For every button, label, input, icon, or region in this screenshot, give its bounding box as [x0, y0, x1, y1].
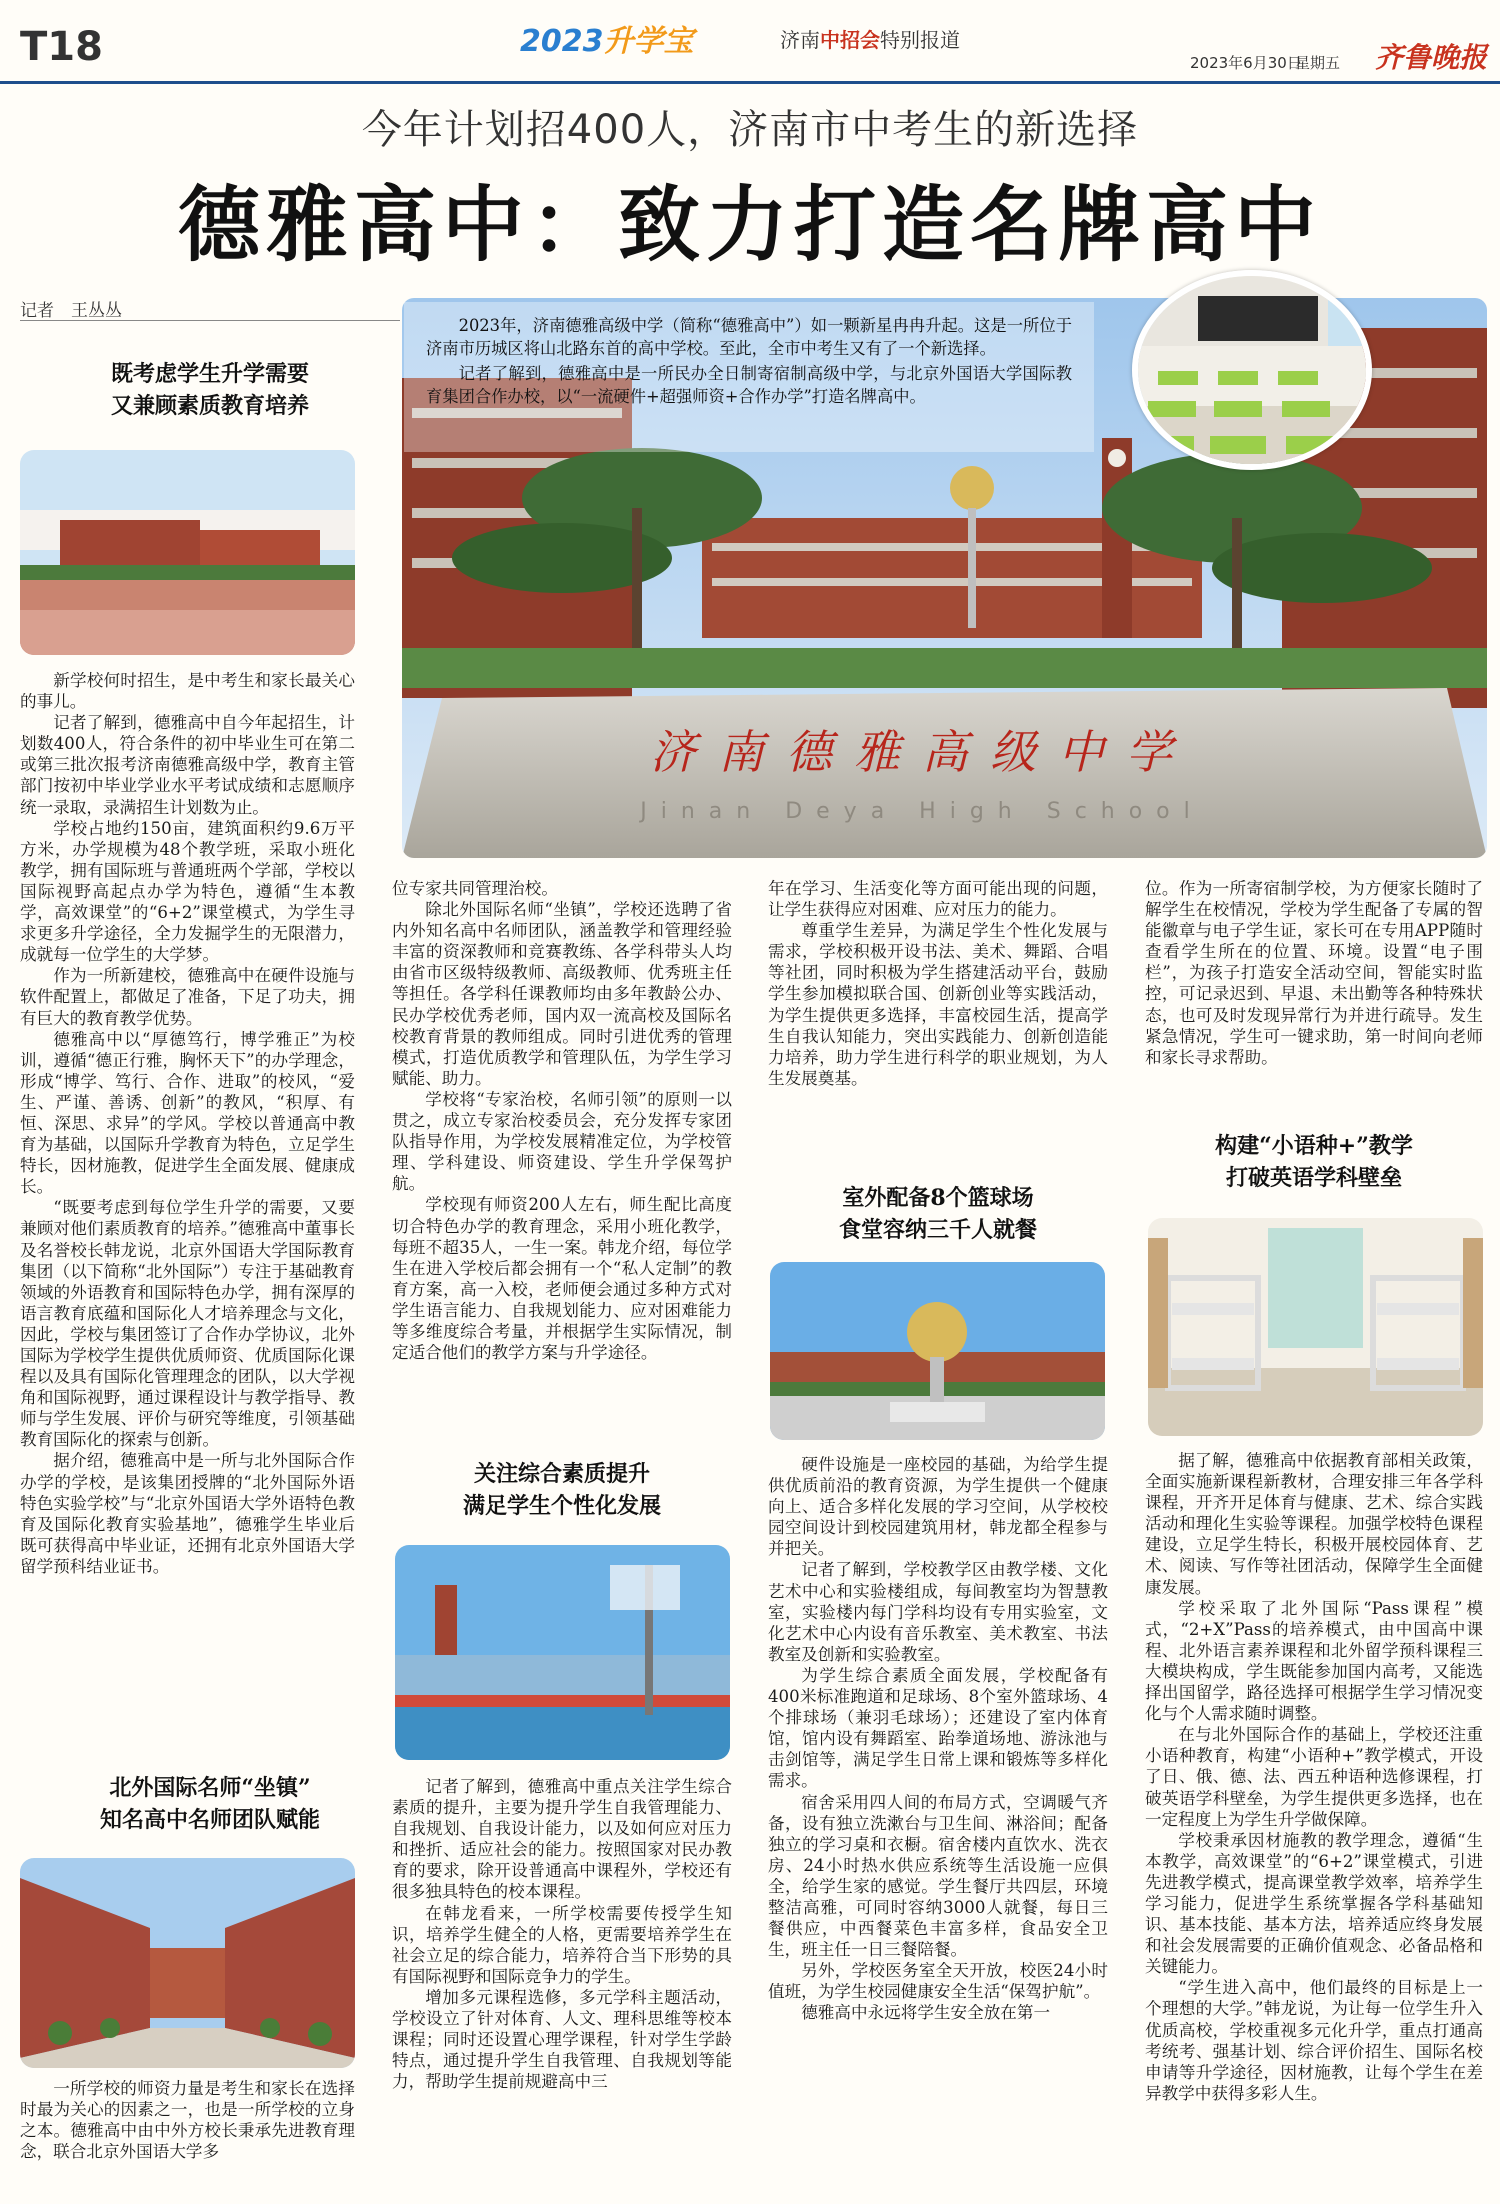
- issue-weekday: 星期五: [1295, 54, 1341, 72]
- subhead-4: [768, 1182, 1108, 1246]
- column-2-bottom: [392, 1776, 732, 2092]
- col4-paragraph: 据了解，德雅高中依据教育部相关政策，全面实施新课程新教材，合理安排三年各学科课程，开齐开足体育与健康、艺术、综合实践活动和理化生实验等课程。加强学校特色课程建设，立足学生特长，积极开展校园体育、艺术、阅读、写作等社团活动，保障学生全面健康发展。: [1145, 1451, 1483, 1597]
- column-brand: [520, 16, 694, 60]
- page-number: T18: [20, 24, 103, 70]
- col1-paragraph: “既要考虑到每位学生升学的需要，又要兼顾对他们素质教育的培养。”德雅高中董事长及名誉校长韩龙说，北京外国语大学国际教育集团（以下简称“北外国际”）专注于基础教育领域的外语教育和国际特色办学，拥有深厚的语言教育底蕴和国际化人才培养理念与文化，因此，学校与集团签订了合作办学协议，北外国际为学校学生提供优质师资、优质国际化课程以及具有国际化管理理念的团队，以大学视角和国际视野，通过课程设计与教学指导、教师与学生发展、评价与研究等维度，引领基础教育国际化的探索与创新。: [20, 1198, 355, 1450]
- column-sub-em: 中招会: [820, 28, 880, 52]
- col2-paragraph: 除北外国际名师“坐镇”，学校还选聘了省内外知名高中名师团队，涵盖教学和管理经验丰富的资深教师和竞赛教练、各学科带头人均由省市区级特级教师、高级教师、优秀班主任等担任。各学科任课教师均由多年教龄公办、民办学校优秀老师，国内双一流高校及国际名校教育背景的教师组成。同时引进优秀的管理模式，打造优质教学和管理队伍，为学生学习赋能、助力。: [392, 900, 732, 1088]
- col2-paragraph: 增加多元课程选修，多元学科主题活动，学校设立了针对体育、人文、理科思维等校本课程；同时还设置心理学课程，针对学生学龄特点，通过提升学生自我管理、自我规划等能力，帮助学生提前规避高中三: [392, 1987, 732, 2092]
- dormitory-photo: [1148, 1218, 1483, 1436]
- hero-sign-en: Jinan Deya High School: [640, 799, 1204, 824]
- subhead-5-line-1: 构建“小语种+”教学: [1215, 1133, 1413, 1159]
- subhead-1-line-1: 既考虑学生升学需要: [110, 361, 309, 387]
- column-brand-name: 升学宝: [603, 24, 694, 59]
- col1-paragraph: 据介绍，德雅高中是一所与北外国际合作办学的学校，是该集团授牌的“北外国际外语特色实验学校”与“北京外国语大学外语特色教育及国际化教育实验基地”，德雅学生毕业后既可获得高中毕业证，还拥有北京外国语大学留学预科结业证书。: [20, 1451, 355, 1576]
- subhead-5-line-2: 打破英语学科壁垒: [1225, 1165, 1402, 1191]
- paper-logo: 齐鲁晚报: [1375, 41, 1488, 74]
- col4-paragraph: 位。作为一所寄宿制学校，为方便家长随时了解学生在校情况，学校为学生配备了专属的智能徽章与电子学生证，家长可在专用APP随时查看学生所在的位置、环境。设置“电子围栏”，为孩子打造安全活动空间，智能实时监控，可记录迟到、早退、未出勤等各种特殊状态，也可及时发现异常行为并进行疏导。发生紧急情况，学生可一键求助，第一时间向老师和家长寻求帮助。: [1145, 879, 1483, 1067]
- headline-kicker: 今年计划招400人，济南市中考生的新选择: [361, 107, 1139, 153]
- col4-paragraph: 在与北外国际合作的基础上，学校还注重小语种教育，构建“小语种+”教学模式，开设了日、俄、德、法、西五种语种选修课程，打破英语学科壁垒，为学生提供更多选择，也在一定程度上为学生升学做保障。: [1145, 1725, 1483, 1829]
- col3-paragraph: 记者了解到，学校教学区由教学楼、文化艺术中心和实验楼组成，每间教室均为智慧教室，实验楼内每门学科均设有专用实验室，文化艺术中心内设有音乐教室、美术教室、书法教室及创新和实验教室。: [768, 1560, 1108, 1664]
- col3-paragraph: 为学生综合素质全面发展，学校配备有400米标准跑道和足球场、8个室外篮球场、4个排球场（兼羽毛球场）；还建设了室内体育馆，馆内设有舞蹈室、跆拳道场地、游泳池与击剑馆等，满足学生日常上课和锻炼等多样化需求。: [768, 1665, 1108, 1791]
- column-brand-year: 2023: [520, 24, 604, 59]
- byline-rule: [20, 320, 400, 321]
- column-1-tail: [20, 2078, 355, 2162]
- basketball-court-photo: [395, 1545, 730, 1760]
- col1-paragraph: 学校占地约150亩，建筑面积约9.6万平方米，办学规模为48个教学班，采取小班化教学，拥有国际班与普通班两个学部，学校以国际视野高起点办学为特色，遵循“生本教学，高效课堂”的“6+2”课堂模式，为学生寻求更多升学途径，全力发掘学生的无限潜力，成就每一位学生的大学梦。: [20, 818, 355, 965]
- column-3-bottom: [768, 1454, 1108, 2024]
- column-4-top: [1145, 878, 1483, 1068]
- column-sub-suffix: 特别报道: [880, 28, 960, 52]
- column-subtitle: [780, 24, 960, 53]
- column-1-text: [20, 670, 355, 1577]
- classroom-photo: [1132, 270, 1372, 470]
- column-3-top: [768, 878, 1108, 1089]
- campus-avenue-photo: [20, 1858, 355, 2068]
- lead-paragraph-1: 2023年，济南德雅高级中学（简称“德雅高中”）如一颗新星冉冉升起。这是一所位于济南市历城区将山北路东首的高中学校。至此，全市中考生又有了一个新选择。: [426, 316, 1072, 358]
- col3-paragraph: 尊重学生差异，为满足学生个性化发展与需求，学校积极开设书法、美术、舞蹈、合唱等社团，同时积极为学生搭建活动平台，鼓励学生参加模拟联合国、创新创业等实践活动，为学生提供更多选择，丰富校园生活，提高学生自我认知能力，突出实践能力、创新创造能力培养，助力学生进行科学的职业规划，为人生发展奠基。: [768, 921, 1108, 1088]
- lead-box: [404, 302, 1094, 452]
- column-sub-prefix: 济南: [780, 28, 820, 52]
- hero-sign-cn: 济南德雅高级中学: [650, 725, 1194, 779]
- column-2-top: [392, 878, 732, 1363]
- col2-paragraph: 学校将“专家治校，名师引领”的原则一以贯之，成立专家治校委员会，充分发挥专家团队指导作用，为学校发展精准定位，为学校管理、学科建设、师资建设、学生升学保驾护航。: [392, 1089, 732, 1194]
- col4-paragraph: 学校采取了北外国际“Pass课程”模式，“2+X”Pass的培养模式，由中国高中课程、北外语言素养课程和北外留学预科课程三大模块构成，学生既能参加国内高考，又能选择出国留学，路径选择可根据学生学习情况变化与个人需求随时调整。: [1145, 1598, 1483, 1724]
- col1-paragraph: 记者了解到，德雅高中自今年起招生，计划数400人，符合条件的初中毕业生可在第二或第三批次报考济南德雅高级中学，教育主管部门按初中毕业学业水平考试成绩和志愿顺序统一录取，录满招生计划数为止。: [20, 713, 355, 817]
- subhead-2-line-1: 北外国际名师“坐镇”: [109, 1775, 311, 1801]
- col3-paragraph: 德雅高中永远将学生安全放在第一: [801, 2003, 1051, 2023]
- col1-tail-paragraph: 一所学校的师资力量是考生和家长在选择时最为关心的因素之一，也是一所学校的立身之本。德雅高中由中外方校长秉承先进教育理念，联合北京外国语大学多: [20, 2079, 355, 2162]
- byline: 记者 王丛丛: [20, 301, 122, 321]
- subhead-4-line-2: 食堂容纳三千人就餐: [838, 1217, 1037, 1243]
- subhead-1-line-2: 又兼顾素质教育培养: [110, 393, 309, 419]
- campus-plaza-photo: [20, 450, 355, 655]
- subhead-5: [1145, 1130, 1483, 1194]
- col3-paragraph: 宿舍采用四人间的布局方式，空调暖气齐备，设有独立洗漱台与卫生间、淋浴间；配备独立的学习桌和衣橱。宿舍楼内直饮水、洗衣房、24小时热水供应系统等生活设施一应俱全，给学生家的感觉。学生餐厅共四层，环境整洁高雅，可同时容纳3000人就餐，每日三餐供应，中西餐菜色丰富多样，食品安全卫生，班主任一日三餐陪餐。: [768, 1792, 1108, 1960]
- subhead-1: [20, 358, 400, 422]
- col2-paragraph: 记者了解到，德雅高中重点关注学生综合素质的提升，主要为提升学生自我管理能力、自我规划、自我设计能力，以及如何应对压力和挫折、适应社会的能力。按照国家对民办教育的要求，除开设普通高中课程外，学校还有很多独具特色的校本课程。: [392, 1777, 732, 1902]
- col3-paragraph: 年在学习、生活变化等方面可能出现的问题，让学生获得应对困难、应对压力的能力。: [768, 879, 1108, 920]
- col2-paragraph: 位专家共同管理治校。: [392, 879, 558, 898]
- subhead-4-line-1: 室外配备8个篮球场: [842, 1185, 1034, 1211]
- subhead-2-line-2: 知名高中名师团队赋能: [99, 1807, 320, 1833]
- col2-paragraph: 学校现有师资200人左右，师生配比高度切合特色办学的教育理念，采用小班化教学，每班不超35人，一生一案。韩龙介绍，每位学生在进入学校后都会拥有一个“私人定制”的教育方案，高一入校，老师便会通过多种方式对学生语言能力、自我规划能力、应对困难能力等多维度综合考量，并根据学生实际情况，制定适合他们的教学方案与升学途径。: [392, 1195, 732, 1363]
- subhead-3: [392, 1458, 732, 1522]
- subhead-3-line-1: 关注综合素质提升: [473, 1461, 650, 1487]
- masthead: [0, 0, 1500, 84]
- subhead-2: [20, 1772, 400, 1836]
- col1-paragraph: 作为一所新建校，德雅高中在硬件设施与软件配置上，都做足了准备，下足了功夫，拥有巨大的教育教学优势。: [20, 966, 355, 1028]
- col2-paragraph: 在韩龙看来，一所学校需要传授学生知识，培养学生健全的人格，更需要培养学生在社会立足的综合能力，培养符合当下形势的具有国际视野和国际竞争力的学生。: [392, 1903, 732, 1986]
- subhead-3-line-2: 满足学生个性化发展: [462, 1493, 661, 1519]
- issue-date: 2023年6月30日: [1190, 54, 1302, 72]
- col4-paragraph: 学校秉承因材施教的教学理念，遵循“生本教学，高效课堂”的“6+2”课堂模式，引进先进教学模式，提高课堂教学效率，培养学生学习能力，促进学生系统掌握各学科基础知识、基本技能、基本方法，培养适应终身发展和社会发展需要的正确价值观念、必备品格和关键能力。: [1145, 1830, 1483, 1977]
- col1-paragraph: 德雅高中以“厚德笃行，博学雅正”为校训，遵循“德正行雅，胸怀天下”的办学理念，形成“博学、笃行、合作、进取”的校风，“爱生、严谨、善诱、创新”的教风，“积厚、有恒、深思、求异”的学风。学校以普通高中教育为基础，以国际升学教育为特色，立足学生特长，因材施教，促进学生全面发展、健康成长。: [20, 1029, 355, 1197]
- col1-paragraph: 新学校何时招生，是中考生和家长最关心的事儿。: [20, 671, 355, 712]
- col3-paragraph: 硬件设施是一座校园的基础，为给学生提供优质前沿的教育资源，为学生提供一个健康向上、适合多样化发展的学习空间，从学校校园空间设计到校园建筑用材，韩龙都全程参与并把关。: [768, 1455, 1108, 1559]
- headline-main: 德雅高中：致力打造名牌高中: [177, 177, 1322, 273]
- campus-sculpture-photo: [770, 1262, 1105, 1440]
- column-4-bottom: [1145, 1450, 1483, 2104]
- col4-paragraph: “学生进入高中，他们最终的目标是上一个理想的大学。”韩龙说，为让每一位学生升入优质高校，学校重视多元化升学，重点打通高考统考、强基计划、综合评价招生、国际名校申请等升学途径，因材施教，让每个学生在差异教学中获得多彩人生。: [1145, 1978, 1483, 2103]
- lead-paragraph-2: 记者了解到，德雅高中是一所民办全日制寄宿制高级中学，与北京外国语大学国际教育集团合作办校，以“一流硬件+超强师资+合作办学”打造名牌高中。: [426, 364, 1072, 406]
- col3-paragraph: 另外，学校医务室全天开放，校医24小时值班，为学生校园健康安全生活“保驾护航”。: [768, 1961, 1108, 2002]
